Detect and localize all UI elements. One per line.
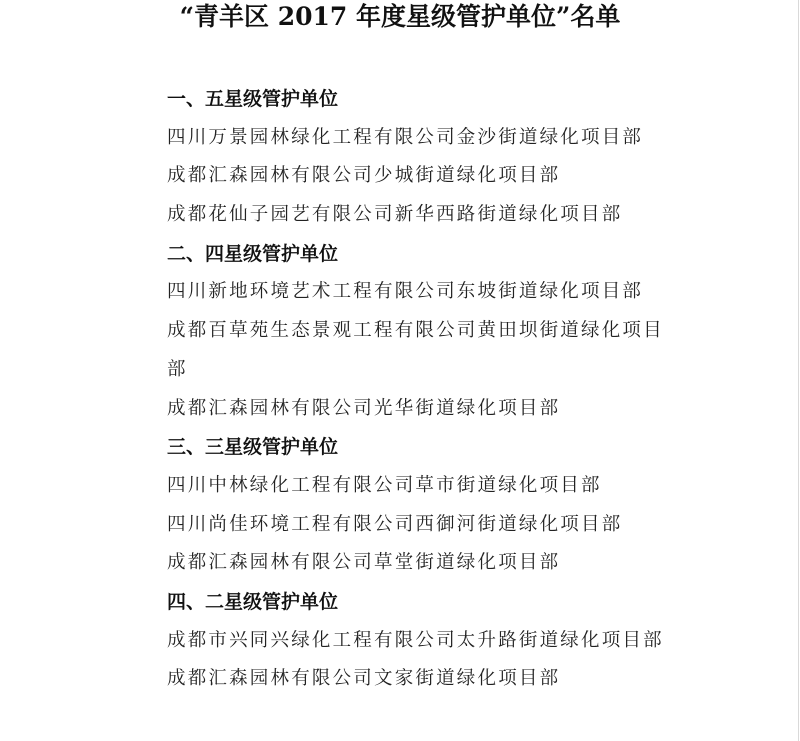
list-item: 成都花仙子园艺有限公司新华西路街道绿化项目部 — [167, 204, 623, 226]
section-heading: 二、四星级管护单位 — [167, 242, 339, 265]
section-three-star — [167, 428, 667, 583]
section-five-star — [167, 80, 667, 235]
list-item: 四川新地环境艺术工程有限公司东坡街道绿化项目部 — [167, 281, 644, 303]
document-title: “青羊区 2017 年度星级管护单位”名单 — [179, 2, 621, 31]
section-heading: 四、二星级管护单位 — [167, 591, 339, 614]
document-body — [167, 80, 667, 699]
section-heading: 三、三星级管护单位 — [167, 436, 339, 459]
section-four-star — [167, 235, 667, 429]
list-item: 四川尚佳环境工程有限公司西御河街道绿化项目部 — [167, 513, 623, 535]
list-item: 成都汇森园林有限公司少城街道绿化项目部 — [167, 165, 561, 187]
list-item: 成都汇森园林有限公司文家街道绿化项目部 — [167, 668, 561, 690]
section-two-star — [167, 583, 667, 699]
list-item: 成都市兴同兴绿化工程有限公司太升路街道绿化项目部 — [167, 629, 664, 651]
list-item: 成都汇森园林有限公司草堂街道绿化项目部 — [167, 552, 561, 574]
list-item: 成都汇森园林有限公司光华街道绿化项目部 — [167, 397, 561, 419]
list-item: 四川万景园林绿化工程有限公司金沙街道绿化项目部 — [167, 126, 644, 148]
section-heading: 一、五星级管护单位 — [167, 88, 339, 110]
list-item: 四川中林绿化工程有限公司草市街道绿化项目部 — [167, 474, 602, 496]
list-item: 成都百草苑生态景观工程有限公司黄田坝街道绿化项目部 — [167, 320, 664, 380]
